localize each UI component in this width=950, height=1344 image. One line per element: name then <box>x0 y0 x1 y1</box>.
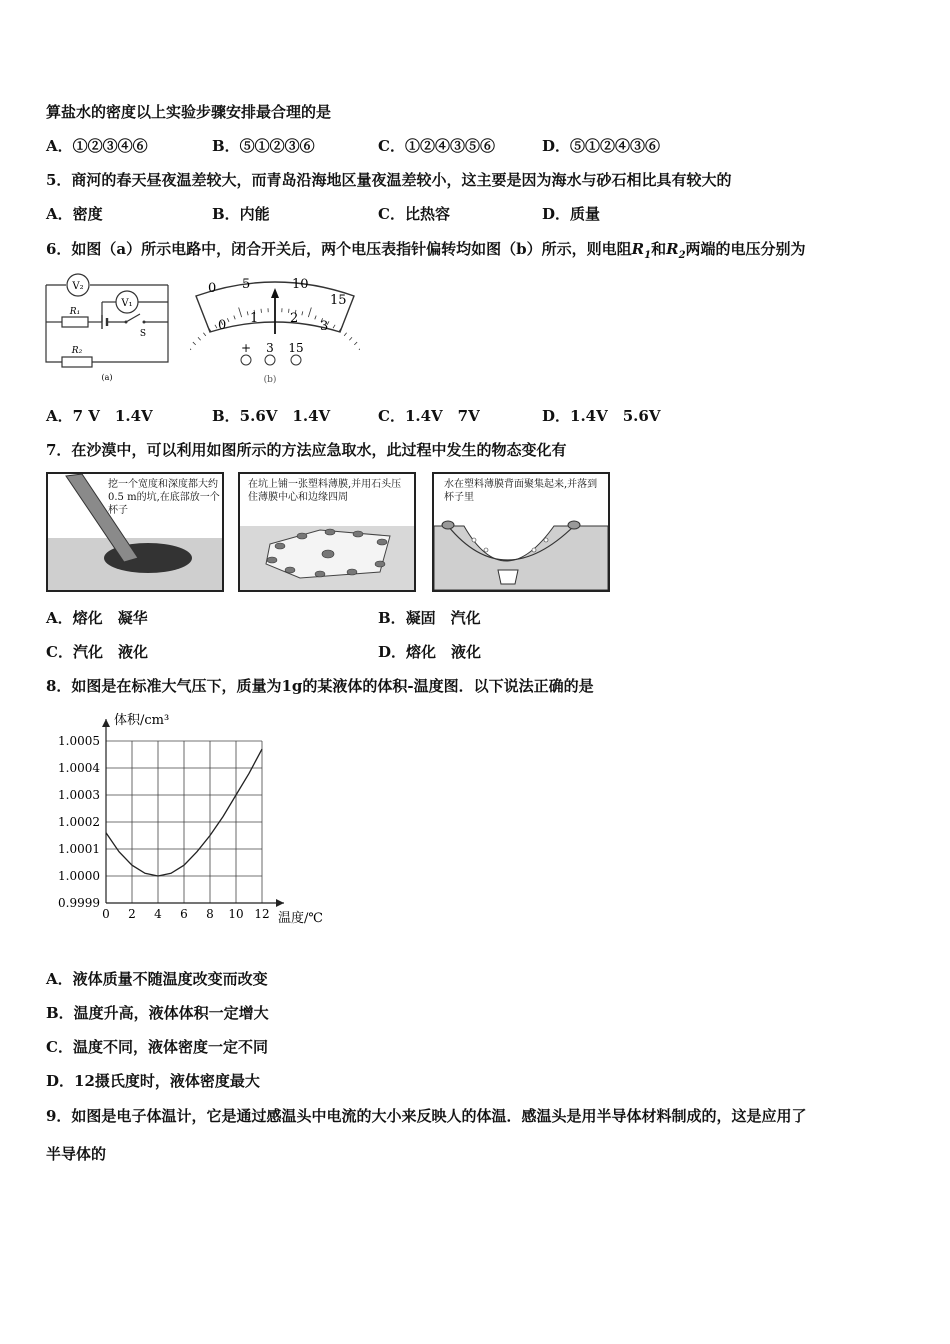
voltmeter-dial <box>190 274 360 392</box>
dial-tick <box>354 342 357 345</box>
chart-x-tick-label: 8 <box>206 907 214 921</box>
q6-stem <box>46 239 806 266</box>
dial-tick <box>203 333 205 336</box>
chart-x-tick-label: 4 <box>154 907 162 921</box>
q7-option-a[interactable]: A．熔化 凝华 <box>46 609 148 627</box>
chart-y-tick-label: 1.0000 <box>58 869 100 883</box>
r2-symbol: R <box>666 240 679 258</box>
q7-option-d[interactable]: D．熔化 液化 <box>378 643 482 661</box>
v2-label: V₂ <box>72 281 84 292</box>
terminal-3-icon <box>265 355 275 365</box>
chart-x-tick-label: 12 <box>254 907 270 921</box>
terminal-15-icon <box>291 355 301 365</box>
desert-panel-collect <box>432 472 610 592</box>
switch-label: S <box>139 329 147 339</box>
q8-option-c[interactable]: C．温度不同，液体密度一定不同 <box>46 1038 268 1056</box>
q5-option-d[interactable]: D．质量 <box>542 205 601 223</box>
terminal-plus-icon <box>241 355 251 365</box>
q6-option-b[interactable]: B．5.6V 1.4V <box>212 407 331 425</box>
desert-panel-dig <box>46 472 224 592</box>
q7-option-c[interactable]: C．汽化 液化 <box>46 643 148 661</box>
panel2-caption: 在坑上铺一张塑料薄膜,并用石头压住薄膜中心和边缘四周 <box>248 479 402 503</box>
v1-label: V₁ <box>121 298 133 309</box>
q4-option-a[interactable]: A．①②③④⑥ <box>46 137 148 155</box>
r2-subscript: 2 <box>678 250 686 261</box>
chart-y-tick-label: 1.0005 <box>58 734 100 748</box>
q7-option-b[interactable]: B．凝固 汽化 <box>378 609 481 627</box>
q4-option-b[interactable]: B．⑤①②③⑥ <box>212 137 315 155</box>
circuit-diagram <box>40 272 175 387</box>
r1-subscript: 1 <box>644 250 652 261</box>
chart-y-tick-label: 1.0001 <box>58 842 100 856</box>
q8-option-b[interactable]: B．温度升高，液体体积一定增大 <box>46 1004 269 1022</box>
chart-y-tick-label: 1.0004 <box>58 761 100 775</box>
dial-tick <box>359 347 360 350</box>
bottom-scale-2: 2 <box>290 311 299 326</box>
bottom-scale-1: 1 <box>250 311 259 326</box>
chart-y-tick-label: 0.9999 <box>58 896 100 910</box>
q5-option-b[interactable]: B．内能 <box>212 205 270 223</box>
top-scale-15: 15 <box>330 293 347 308</box>
terminal-plus-label: + <box>240 341 252 355</box>
q6-stem-before: 6．如图（a）所示电路中，闭合开关后，两个电压表指针偏转均如图（b）所示，则电阻 <box>46 240 632 258</box>
q5-option-a[interactable]: A．密度 <box>46 205 103 223</box>
q6-stem-after: 两端的电压分别为 <box>685 240 806 258</box>
bottom-scale-0: 0 <box>218 318 227 333</box>
top-scale-10: 10 <box>292 277 309 292</box>
q8-stem: 8．如图是在标准大气压下，质量为1g的某液体的体积-温度图．以下说法正确的是 <box>46 677 594 695</box>
intro-line: 算盐水的密度以上实验步骤安排最合理的是 <box>46 103 332 121</box>
terminal-15-label: 15 <box>288 341 304 355</box>
dial-tick <box>344 333 346 336</box>
q4-option-d[interactable]: D．⑤①②④③⑥ <box>542 137 661 155</box>
top-scale-5: 5 <box>242 277 251 292</box>
chart-x-tick-label: 2 <box>128 907 136 921</box>
r2-label: R₂ <box>71 346 83 356</box>
q6-option-a[interactable]: A．7 V 1.4V <box>46 407 153 425</box>
meter-caption: (b) <box>263 375 277 385</box>
q9-stem-line1: 9．如图是电子体温计，它是通过感温头中电流的大小来反映人的体温．感温头是用半导体材料制成的，这是应用了 <box>46 1107 807 1125</box>
y-axis-arrow-icon <box>102 719 110 727</box>
dial-tick <box>349 337 352 340</box>
chart-x-tick-label: 6 <box>180 907 188 921</box>
q8-option-d[interactable]: D．12摄氏度时，液体密度最大 <box>46 1072 260 1090</box>
q5-option-c[interactable]: C．比热容 <box>378 205 450 223</box>
panel3-caption: 水在塑料薄膜背面聚集起来,并落到杯子里 <box>444 479 598 503</box>
q4-option-c[interactable]: C．①②④③⑤⑥ <box>378 137 495 155</box>
chart-x-tick-label: 10 <box>228 907 244 921</box>
q7-stem: 7．在沙漠中，可以利用如图所示的方法应急取水，此过程中发生的物态变化有 <box>46 441 567 459</box>
terminal-3-label: 3 <box>266 341 274 355</box>
dial-tick <box>193 342 196 345</box>
top-scale-0: 0 <box>208 281 217 296</box>
q6-option-d[interactable]: D．1.4V 5.6V <box>542 407 661 425</box>
r1-label: R₁ <box>69 307 81 317</box>
q6-option-c[interactable]: C．1.4V 7V <box>378 407 480 425</box>
circuit-caption: (a) <box>101 373 113 382</box>
chart-y-tick-label: 1.0003 <box>58 788 100 802</box>
r1-symbol: R <box>631 240 645 258</box>
volume-temperature-chart <box>46 708 346 938</box>
q8-option-a[interactable]: A．液体质量不随温度改变而改变 <box>46 970 268 988</box>
chart-x-axis-label: 温度/℃ <box>278 911 323 926</box>
q9-stem-line2: 半导体的 <box>46 1145 107 1163</box>
chart-x-tick-label: 0 <box>102 907 110 921</box>
desert-panel-film <box>238 472 416 592</box>
chart-y-tick-label: 1.0002 <box>58 815 100 829</box>
x-axis-arrow-icon <box>276 899 284 907</box>
q5-stem: 5．商河的春天昼夜温差较大，而青岛沿海地区量夜温差较小，这主要是因为海水与砂石相比具有较大的 <box>46 171 732 189</box>
dial-tick <box>198 337 201 340</box>
chart-y-axis-label: 体积/cm³ <box>114 713 170 728</box>
q6-and: 和 <box>651 240 667 258</box>
dial-tick <box>190 347 191 350</box>
bottom-scale-3: 3 <box>320 319 329 334</box>
panel1-caption: 挖一个宽度和深度都大约0.5 m的坑,在底部放一个杯子 <box>108 479 220 516</box>
